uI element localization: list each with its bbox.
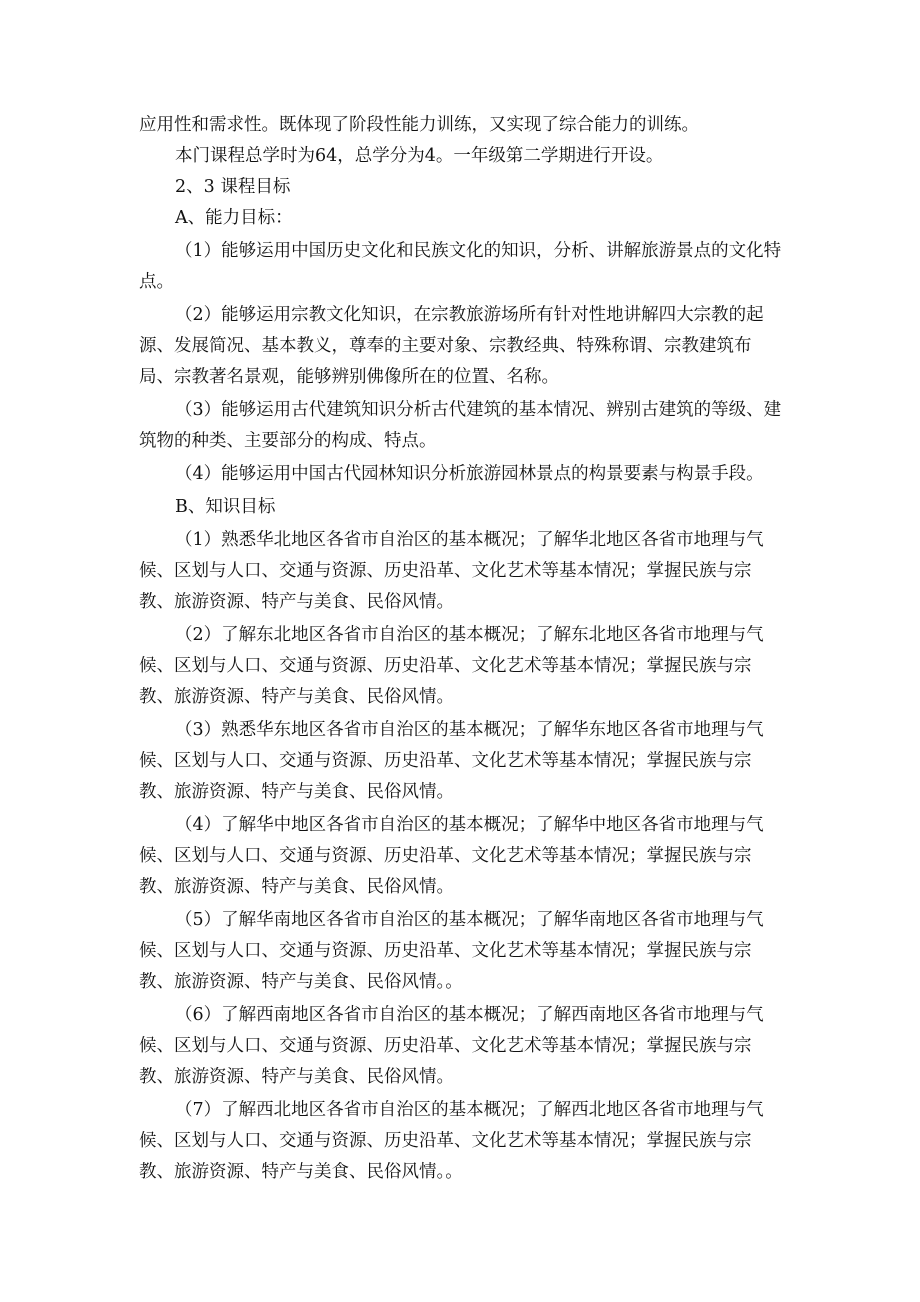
knowledge-goal-5: （5）了解华南地区各省市自治区的基本概况；了解华南地区各省市地理与气候、区划与人口、交通与资源、历史沿革、文化艺术等基本情况；掌握民族与宗教、旅游资源、特产与美食、民俗风情。。	[139, 910, 764, 992]
subheading-knowledge-goals: B、知识目标	[175, 497, 276, 517]
knowledge-goal-4: （4）了解华中地区各省市自治区的基本概况；了解华中地区各省市地理与气候、区划与人口、交通与资源、历史沿革、文化艺术等基本情况；掌握民族与宗教、旅游资源、特产与美食、民俗风情。	[139, 815, 764, 897]
knowledge-goal-1: （1）熟悉华北地区各省市自治区的基本概况；了解华北地区各省市地理与气候、区划与人口、交通与资源、历史沿革、文化艺术等基本情况；掌握民族与宗教、旅游资源、特产与美食、民俗风情。	[139, 530, 764, 612]
ability-goal-2: （2）能够运用宗教文化知识，在宗教旅游场所有针对性地讲解四大宗教的起源、发展简况、基本教义，尊奉的主要对象、宗教经典、特殊称谓、宗教建筑布局、宗教著名景观，能够辨别佛像所在的位置、名称。	[139, 305, 764, 387]
paragraph-intro-tail: 应用性和需求性。既体现了阶段性能力训练，又实现了综合能力的训练。	[139, 115, 699, 135]
ability-goal-1: （1）能够运用中国历史文化和民族文化的知识，分析、讲解旅游景点的文化特点。	[139, 241, 782, 292]
paragraph-course-hours: 本门课程总学时为64，总学分为4。一年级第二学期进行开设。	[175, 146, 664, 166]
section-heading-course-goals: 2、3 课程目标	[175, 177, 291, 197]
knowledge-goal-6: （6）了解西南地区各省市自治区的基本概况；了解西南地区各省市地理与气候、区划与人口、交通与资源、历史沿革、文化艺术等基本情况；掌握民族与宗教、旅游资源、特产与美食、民俗风情。	[139, 1005, 764, 1087]
ability-goal-4: （4）能够运用中国古代园林知识分析旅游园林景点的构景要素与构景手段。	[175, 464, 764, 484]
knowledge-goal-7: （7）了解西北地区各省市自治区的基本概况；了解西北地区各省市地理与气候、区划与人口、交通与资源、历史沿革、文化艺术等基本情况；掌握民族与宗教、旅游资源、特产与美食、民俗风情。。	[139, 1100, 764, 1182]
knowledge-goal-3: （3）熟悉华东地区各省市自治区的基本概况；了解华东地区各省市地理与气候、区划与人口、交通与资源、历史沿革、文化艺术等基本情况；掌握民族与宗教、旅游资源、特产与美食、民俗风情。	[139, 720, 764, 802]
ability-goal-3: （3）能够运用古代建筑知识分析古代建筑的基本情况、辨别古建筑的等级、建筑物的种类、主要部分的构成、特点。	[139, 400, 782, 451]
document-page	[139, 110, 783, 1188]
subheading-ability-goals: A、能力目标：	[175, 208, 293, 228]
knowledge-goal-2: （2）了解东北地区各省市自治区的基本概况；了解东北地区各省市地理与气候、区划与人口、交通与资源、历史沿革、文化艺术等基本情况；掌握民族与宗教、旅游资源、特产与美食、民俗风情。	[139, 625, 764, 707]
